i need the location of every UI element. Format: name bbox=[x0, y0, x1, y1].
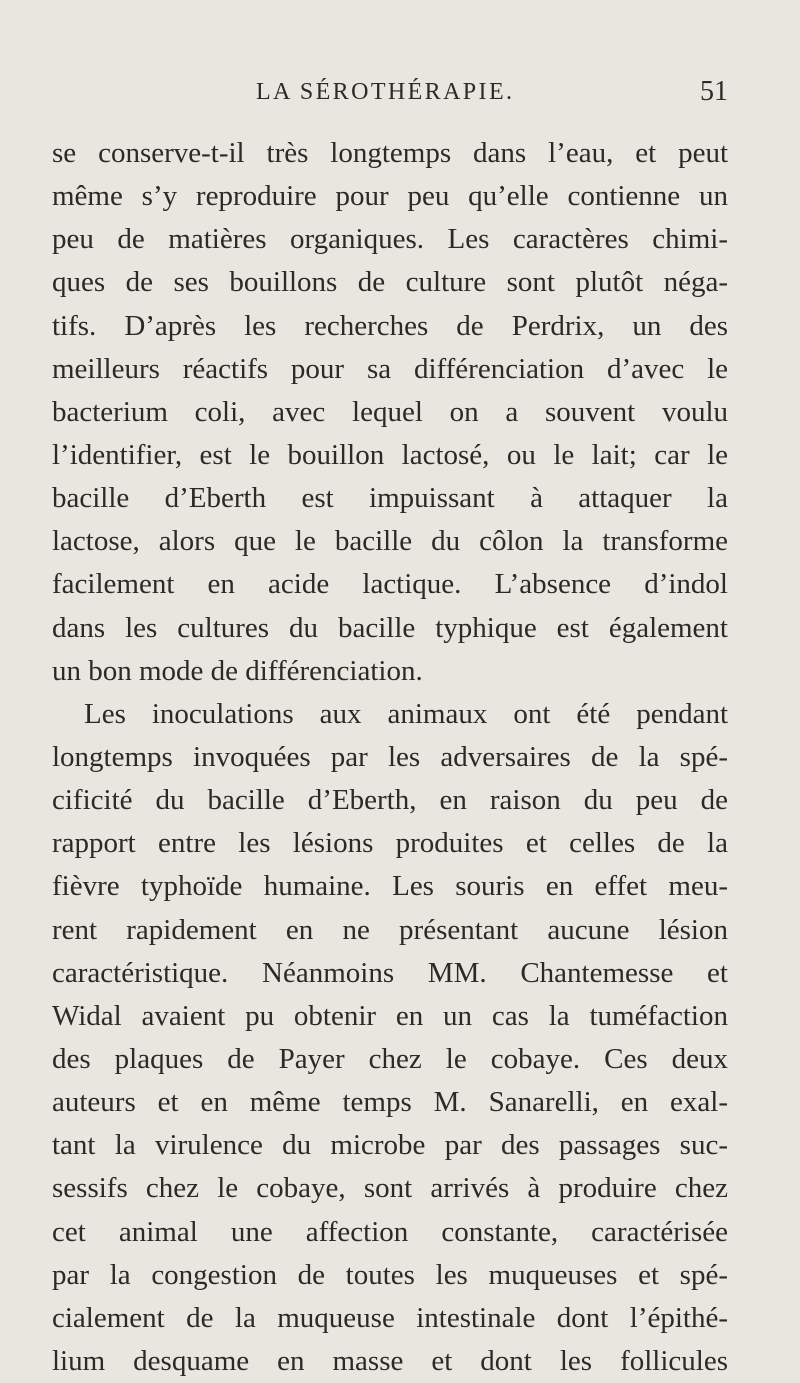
text-line: tifs. D’après les recherches de Perdrix, un des bbox=[52, 309, 728, 342]
text-line: fièvre typhoïde humaine. Les souris en effet meu- bbox=[52, 870, 728, 903]
text-line: cialement de la muqueuse intestinale dont l’épithé- bbox=[52, 1301, 728, 1334]
text-line: des plaques de Payer chez le cobaye. Ces deux bbox=[52, 1042, 728, 1075]
page-number: 51 bbox=[700, 76, 728, 107]
running-head bbox=[256, 77, 728, 117]
paragraph-last-line: un bon mode de différenciation. bbox=[52, 654, 423, 687]
text-line: caractéristique. Néanmoins MM. Chantemesse et bbox=[52, 956, 728, 989]
text-line: même s’y reproduire pour peu qu’elle contienne un bbox=[52, 180, 728, 213]
text-line: auteurs et en même temps M. Sanarelli, en exal- bbox=[52, 1086, 728, 1119]
text-line: Widal avaient pu obtenir en un cas la tuméfaction bbox=[52, 999, 728, 1032]
text-line: cet animal une affection constante, caractérisée bbox=[52, 1215, 728, 1248]
paragraph-first-line: Les inoculations aux animaux ont été pendant bbox=[84, 697, 728, 730]
text-line: sessifs chez le cobaye, sont arrivés à produire chez bbox=[52, 1172, 728, 1205]
body-text bbox=[52, 132, 728, 1383]
text-line: cificité du bacille d’Eberth, en raison du peu de bbox=[52, 784, 728, 817]
text-line: lactose, alors que le bacille du côlon la transforme bbox=[52, 525, 728, 558]
text-line: facilement en acide lactique. L’absence d’indol bbox=[52, 568, 728, 601]
text-line: meilleurs réactifs pour sa différenciation d’avec le bbox=[52, 352, 728, 385]
text-line: peu de matières organiques. Les caractères chimi- bbox=[52, 223, 728, 256]
text-line: dans les cultures du bacille typhique est également bbox=[52, 611, 728, 644]
text-line: ques de ses bouillons de culture sont plutôt néga- bbox=[52, 266, 728, 299]
running-title: LA SÉROTHÉRAPIE. bbox=[256, 79, 515, 105]
text-line: bacille d’Eberth est impuissant à attaquer la bbox=[52, 482, 728, 515]
text-line: bacterium coli, avec lequel on a souvent voulu bbox=[52, 395, 728, 428]
text-line: l’identifier, est le bouillon lactosé, ou le lait; car le bbox=[52, 438, 728, 471]
text-line: longtemps invoquées par les adversaires de la spé- bbox=[52, 740, 728, 773]
text-line: se conserve-t-il très longtemps dans l’eau, et peut bbox=[52, 137, 728, 169]
text-line: lium desquame en masse et dont les follicules bbox=[52, 1344, 728, 1377]
text-line: par la congestion de toutes les muqueuses et spé- bbox=[52, 1258, 728, 1291]
text-line: tant la virulence du microbe par des passages suc- bbox=[52, 1129, 728, 1162]
text-line: rapport entre les lésions produites et celles de la bbox=[52, 827, 728, 860]
text-line: rent rapidement en ne présentant aucune lésion bbox=[52, 913, 728, 946]
